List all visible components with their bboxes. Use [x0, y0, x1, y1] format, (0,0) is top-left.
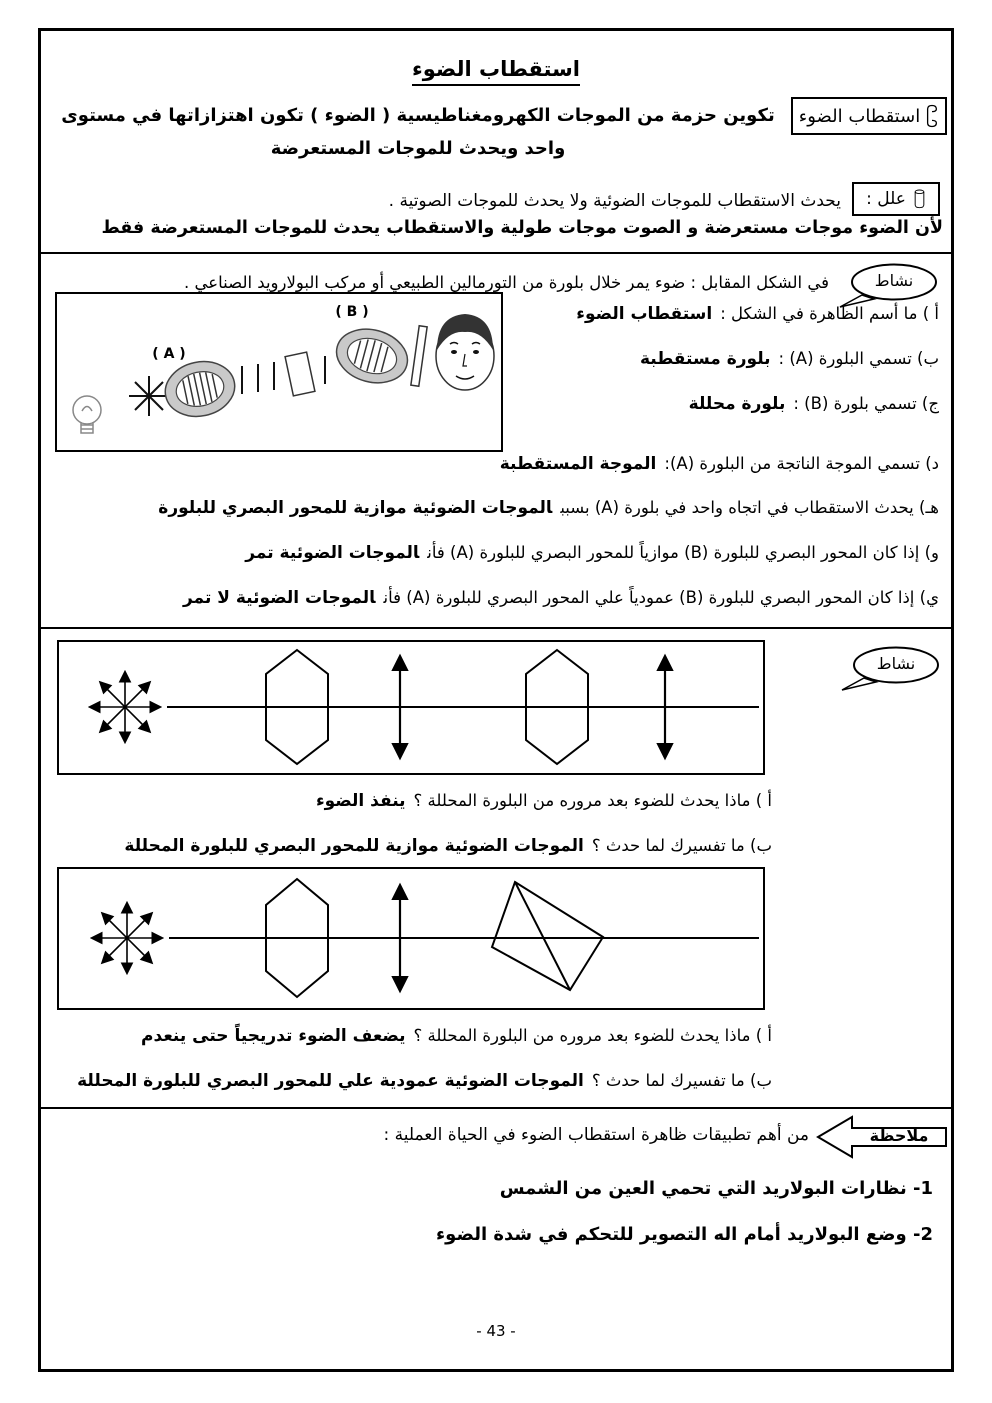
answer-text: ينفذ الضوء	[315, 791, 406, 811]
tilted-analyzer-crystal	[492, 882, 603, 990]
question-line	[175, 588, 939, 608]
answer-text: الموجات الضوئية تمر	[245, 543, 420, 563]
apparatus-figure	[55, 292, 503, 452]
answer-text: يضعف الضوء تدريجياً حتى ينعدم	[141, 1026, 406, 1046]
polarization-diagram-parallel	[57, 640, 765, 775]
answer-text: الموجات الضوئية عمودية علي للمحور البصري للبلورة المحللة	[77, 1071, 584, 1091]
definition-label-scroll	[791, 97, 947, 135]
question-line	[116, 836, 772, 856]
answer-text: الموجة المستقطبة	[499, 454, 657, 474]
question-line	[69, 1071, 772, 1091]
question-line	[150, 498, 939, 518]
question-line	[681, 394, 939, 414]
question-text: أ ) ماذا يحدث للضوء بعد مروره من البلورة المحللة ؟	[413, 791, 772, 810]
page-number: - 43 -	[476, 1322, 516, 1340]
question-text: أ ) ماذا يحدث للضوء بعد مروره من البلورة المحللة ؟	[413, 1026, 772, 1045]
polarization-diagram-parallel-svg	[59, 642, 763, 773]
question-text: و) إذا كان المحور البصري للبلورة (B) موازياً للمحور البصري للبلورة (A) فأن	[427, 543, 939, 562]
note-item: 2- وضع البولاريد أمام اله التصوير للتحكم في شدة الضوء	[435, 1224, 933, 1245]
section-divider	[41, 627, 951, 629]
note-banner-label: ملاحظة	[869, 1126, 929, 1145]
scroll-icon	[925, 102, 939, 130]
unpolarized-light-star	[129, 376, 169, 416]
page-title	[41, 57, 951, 81]
activity2-bubble	[840, 645, 940, 691]
crystal-b	[330, 322, 413, 391]
justify-label-text: علل :	[866, 189, 906, 209]
question-line	[568, 304, 939, 324]
light-bulb-icon	[73, 396, 101, 433]
unpolarized-light-star	[91, 673, 159, 741]
question-text: ب) ما تفسيرك لما حدث ؟	[591, 1071, 772, 1090]
crystal-a-label: ( A )	[152, 346, 186, 362]
question-line	[308, 791, 772, 811]
analyzer-plate	[411, 326, 427, 387]
crystal-a	[160, 355, 240, 422]
question-line	[492, 454, 939, 474]
unpolarized-light-star	[93, 904, 161, 972]
page-frame	[38, 28, 954, 1372]
definition-label-text: استقطاب الضوء	[798, 105, 921, 127]
question-text: ي) إذا كان المحور البصري للبلورة (B) عمودياً علي المحور البصري للبلورة (A) فأن	[383, 588, 939, 607]
activity1-intro: في الشكل المقابل : ضوء يمر خلال بلورة من التورمالين الطبيعي أو مركب البولارويد الصناعي .	[184, 273, 829, 292]
answer-text: بلورة مستقطبة	[639, 349, 771, 369]
justify-label-box	[852, 182, 940, 216]
observer-face	[436, 314, 494, 390]
question-line	[237, 543, 939, 563]
activity2-bubble-label: نشاط	[876, 654, 916, 673]
answer-text: الموجات الضوئية موازية للمحور البصري للبلورة	[158, 498, 553, 518]
scroll-icon	[913, 187, 926, 211]
answer-text: استقطاب الضوء	[576, 304, 713, 324]
activity1-bubble-label: نشاط	[874, 271, 914, 290]
question-text: أ ) ما أسم الظاهرة في الشكل :	[720, 304, 939, 323]
section-divider	[41, 252, 951, 254]
note-item: 1- نظارات البولاريد التي تحمي العين من الشمس	[499, 1178, 933, 1199]
question-text: ج) تسمي بلورة (B) :	[793, 394, 939, 413]
answer-text: الموجات الضوئية موازية للمحور البصري للبلورة المحللة	[124, 836, 584, 856]
question-line	[133, 1026, 772, 1046]
note-banner	[816, 1114, 948, 1161]
polarization-diagram-crossed-svg	[59, 869, 763, 1008]
page-title-text: استقطاب الضوء	[412, 57, 580, 86]
activity1-bubble	[838, 262, 938, 308]
question-text: ب) ما تفسيرك لما حدث ؟	[591, 836, 772, 855]
note-intro: من أهم تطبيقات ظاهرة استقطاب الضوء في الحياة العملية :	[383, 1125, 809, 1145]
justify-question: يحدث الاستقطاب للموجات الضوئية ولا يحدث للموجات الصوتية .	[388, 191, 841, 211]
definition-text: تكوين حزمة من الموجات الكهرومغناطيسية ( الضوء ) تكون اهتزازاتها في مستوى واحد ويحدث للموجات المستعرضة	[61, 105, 775, 160]
apparatus-figure-svg	[57, 294, 501, 450]
crystal-b-label: ( B )	[335, 304, 369, 320]
small-plate	[285, 352, 315, 396]
justify-answer: لأن الضوء موجات مستعرضة و الصوت موجات طولية والاستقطاب يحدث للموجات المستعرضة فقط	[101, 218, 943, 238]
question-text: د) تسمي الموجة الناتجة من البلورة (A):	[664, 454, 939, 473]
question-text: هـ) يحدث الاستقطاب في اتجاه واحد في بلورة (A) بسبب	[560, 498, 939, 517]
question-text: ب) تسمي البلورة (A) :	[778, 349, 939, 368]
answer-text: بلورة محللة	[688, 394, 786, 414]
section-divider	[41, 1107, 951, 1109]
polarization-diagram-crossed	[57, 867, 765, 1010]
question-line	[632, 349, 939, 369]
answer-text: الموجات الضوئية لا تمر	[182, 588, 376, 608]
